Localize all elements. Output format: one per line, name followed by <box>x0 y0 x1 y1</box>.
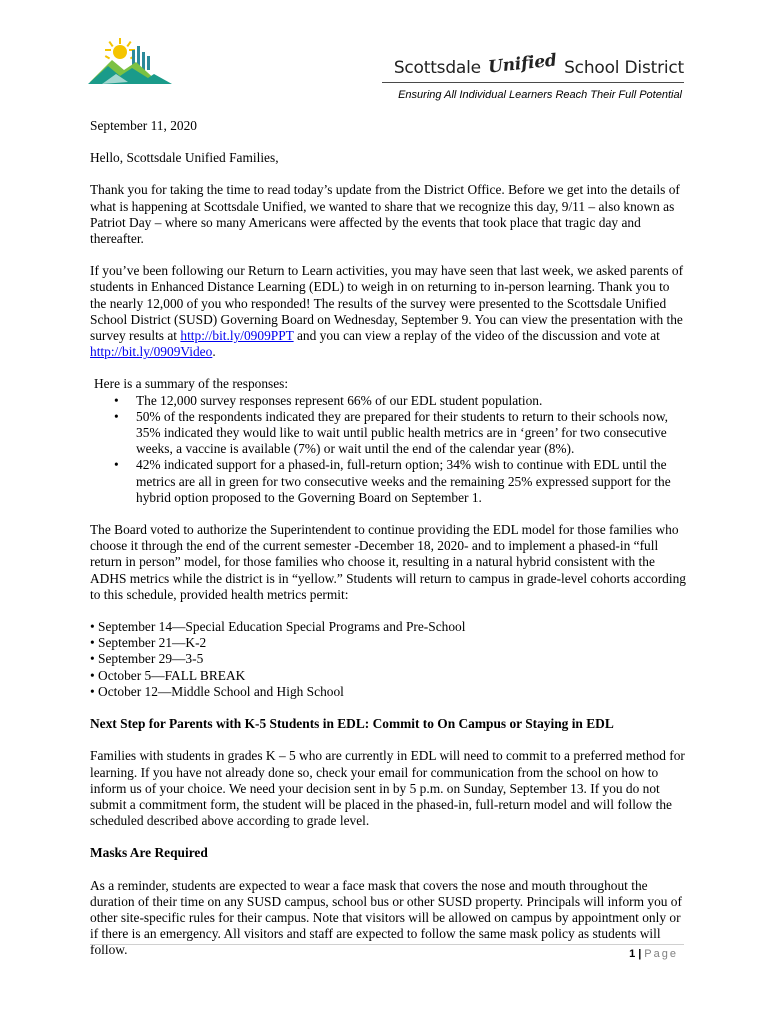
district-logo-icon <box>88 38 178 86</box>
paragraph-intro: Thank you for taking the time to read today’s update from the District Office. Before we get into the details of what is happening at Scottsdale Unified, we wanted to share that we recognize this day, 9/11 – also known as Patriot Day – where so many Americans were affected by the events that took place that tragic day and thereafter. <box>90 182 680 247</box>
page-number-separator: | <box>638 948 642 960</box>
district-name-right: School District <box>564 58 684 78</box>
summary-intro: Here is a summary of the responses: <box>94 376 289 392</box>
page-number-label: Page <box>644 948 678 960</box>
return-schedule <box>90 619 686 700</box>
section-body-next-step: Families with students in grades K – 5 who are currently in EDL will need to commit to a preferred method for learning. If you have not already done so, check your email for communication from the school on how to inform us of your choice. We need your decision sent in by 5 p.m. on Sunday, September 13. If you do not submit a commitment form, the student will be placed in the phased-in, full-return model and will follow the scheduled described above according to grade level. <box>90 748 685 829</box>
list-item: • September 21—K-2 <box>90 635 207 651</box>
presentation-link[interactable]: http://bit.ly/0909PPT <box>180 328 294 344</box>
page-number-value: 1 <box>629 948 636 960</box>
list-item: • September 29—3-5 <box>90 651 204 667</box>
list-item: • 42% indicated support for a phased-in, full-return option; 34% wish to continue with EDL until the metrics are all in green for two consecutive weeks and the remaining 25% expressed support for the hybrid option proposed to the Governing Board on September 1. <box>136 457 686 506</box>
letter-greeting: Hello, Scottsdale Unified Families, <box>90 150 279 166</box>
header-divider <box>382 82 684 83</box>
video-link[interactable]: http://bit.ly/0909Video <box>90 344 213 360</box>
list-item: • October 12—Middle School and High School <box>90 683 344 699</box>
list-item: • The 12,000 survey responses represent 66% of our EDL student population. <box>136 393 686 409</box>
paragraph-survey-text-end: . <box>212 344 216 360</box>
tagline: Ensuring All Individual Learners Reach Their Full Potential <box>398 89 682 101</box>
letter-body <box>90 118 686 975</box>
footer-divider <box>90 944 684 945</box>
paragraph-survey <box>90 263 686 360</box>
list-item: • October 5—FALL BREAK <box>90 667 246 683</box>
summary-list <box>90 393 686 506</box>
section-heading-next-step: Next Step for Parents with K-5 Students in EDL: Commit to On Campus or Staying in EDL <box>90 716 614 732</box>
district-name-unified: Unified <box>487 50 558 78</box>
paragraph-board-vote: The Board voted to authorize the Superintendent to continue providing the EDL model for those families who choose it through the end of the current semester -December 18, 2020- and to implement a phased-in “full return in person” model, for those families who choose it, resulting in a natural hybrid consistent with the ADHS metrics while the district is in “yellow.” Students will return to campus in grade-level cohorts according to this schedule, provided health metrics permit: <box>90 522 686 602</box>
page-number <box>629 948 678 960</box>
list-item: • September 14—Special Education Special Programs and Pre-School <box>90 619 466 635</box>
district-name <box>393 50 684 78</box>
letter-date: September 11, 2020 <box>90 118 197 133</box>
section-heading-masks: Masks Are Required <box>90 845 208 861</box>
section-body-masks: As a reminder, students are expected to wear a face mask that covers the nose and mouth throughout the duration of their time on any SUSD campus, school bus or other SUSD property. Principals will inform you of other site-specific rules for their campus. Note that visitors will be allowed on campus by appointment only or if there is an emergency. All visitors and staff are expected to follow the same mask policy as students will follow. <box>90 877 682 958</box>
paragraph-survey-text: If you’ve been following our Return to Learn activities, you may have seen that last week, we asked parents of students in Enhanced Distance Learning (EDL) to weigh in on returning to in-person learning. Thank you to the nearly 12,000 of you who responded! The results of the survey were presented to the Scottsdale Unified School District (SUSD) Governing Board on Wednesday, September 9. You can view the presentation with the survey results at <box>90 263 684 344</box>
list-item: • 50% of the respondents indicated they are prepared for their students to return to their schools now, 35% indicated they would like to wait until public health metrics are in ‘green’ for two consecutive weeks, a vaccine is available (7%) or wait until the end of the calendar year (8%). <box>136 409 686 458</box>
district-name-left: Scottsdale <box>393 58 481 78</box>
paragraph-survey-text-middle: and you can view a replay of the video of the discussion and vote at <box>293 328 660 344</box>
